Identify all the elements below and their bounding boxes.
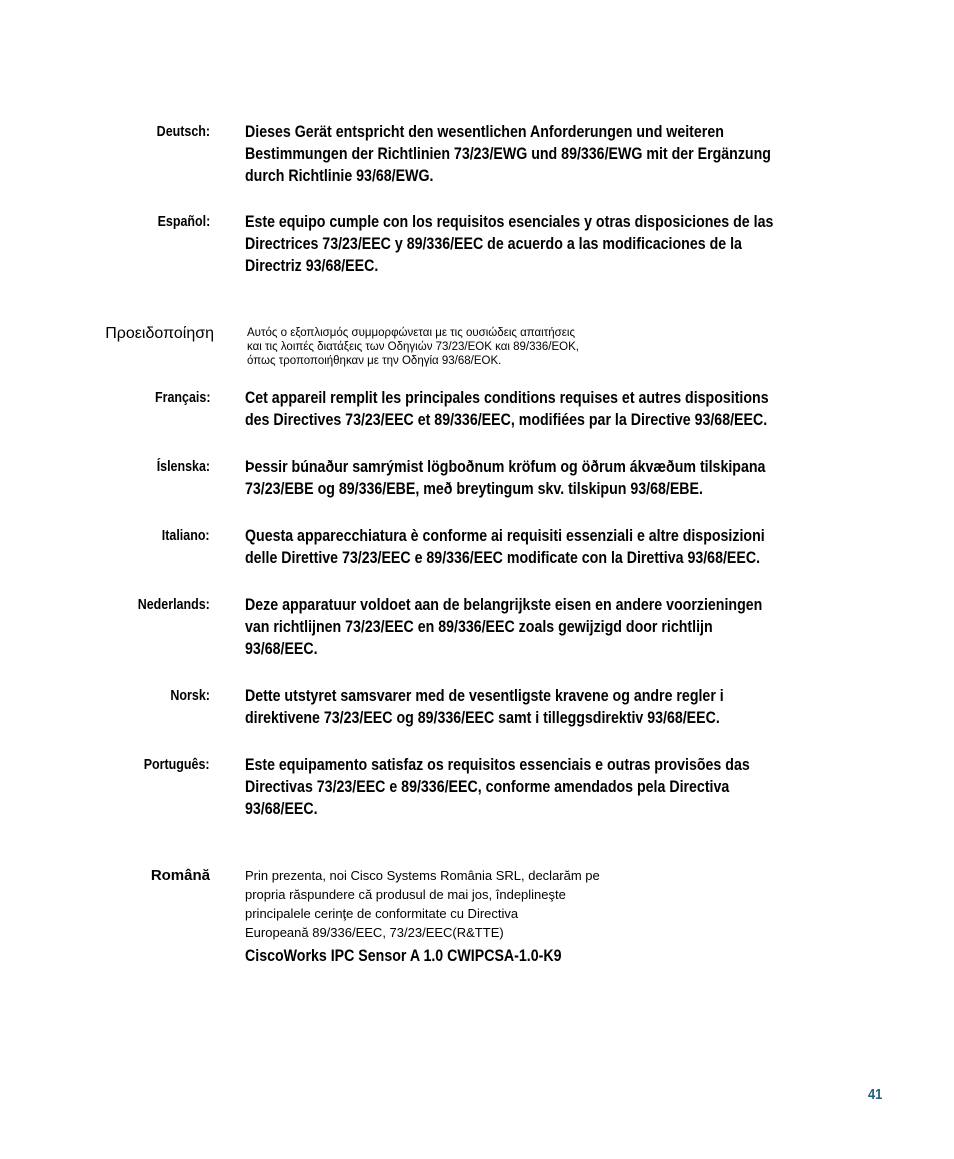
declaration-text: [245, 685, 873, 729]
text-line: des Directives 73/23/EEC et 89/336/EEC, modifiées par la Directive 93/68/EEC.: [245, 411, 768, 429]
text-line: όπως τροποποιήθηκαν με την Οδηγία 93/68/EOK.: [247, 355, 502, 367]
text-line: Directivas 73/23/EEC e 89/336/EEC, conforme amendados pela Directiva: [245, 778, 730, 796]
text-line: Bestimmungen der Richtlinien 73/23/EWG und 89/336/EWG mit der Ergänzung: [245, 145, 771, 163]
declaration-text: [245, 594, 873, 660]
text-line: και τις λοιπές διατάξεις των Οδηγιών 73/23/EOK και 89/336/EOK,: [247, 341, 579, 353]
declaration-text: [245, 866, 600, 942]
text-line: direktivene 73/23/EEC og 89/336/EEC samt i tilleggsdirektiv 93/68/EEC.: [245, 709, 720, 727]
text-line: delle Direttive 73/23/EEC e 89/336/EEC modificate con la Direttiva 93/68/EEC.: [245, 549, 761, 567]
text-line: Deze apparatuur voldoet aan de belangrijkste eisen en andere voorzieningen: [245, 596, 763, 614]
language-label: Italiano:: [162, 528, 210, 544]
text-line: Þessir búnaður samrýmist lögboðnum kröfum og öðrum ákvæðum tilskipana: [245, 458, 766, 476]
declaration-text: [247, 326, 579, 368]
text-line: principalele cerinţe de conformitate cu Directiva: [245, 906, 519, 921]
language-label: Nederlands:: [137, 597, 210, 613]
text-line: 73/23/EBE og 89/336/EBE, með breytingum skv. tilskipun 93/68/EBE.: [245, 480, 703, 498]
language-label: Deutsch:: [156, 124, 210, 140]
language-label: Français:: [154, 390, 210, 406]
declaration-text: [245, 525, 873, 569]
text-line: Este equipo cumple con los requisitos esenciales y otras disposiciones de las: [245, 213, 774, 231]
text-line: Αυτός ο εξοπλισμός συμμορφώνεται με τις ουσιώδεις απαιτήσεις: [247, 327, 575, 339]
declaration-text: [245, 387, 873, 431]
language-label: Προειδοποίηση: [105, 325, 214, 342]
declaration-text: [245, 211, 873, 277]
page-number: 41: [868, 1086, 883, 1103]
text-line: Questa apparecchiatura è conforme ai requisiti essenziali e altre disposizioni: [245, 527, 765, 545]
text-line: Cet appareil remplit les principales conditions requises et autres dispositions: [245, 389, 769, 407]
text-line: Prin prezenta, noi Cisco Systems România SRL, declarăm pe: [245, 868, 600, 883]
text-line: 93/68/EEC.: [245, 800, 318, 818]
text-line: van richtlijnen 73/23/EEC en 89/336/EEC zoals gewijzigd door richtlijn: [245, 618, 713, 636]
language-label: Português:: [144, 757, 210, 773]
text-line: Dette utstyret samsvarer med de vesentligste kravene og andre regler i: [245, 687, 724, 705]
text-line: 93/68/EEC.: [245, 640, 318, 658]
text-line: Directriz 93/68/EEC.: [245, 257, 379, 275]
language-label: Norsk:: [170, 688, 210, 704]
text-line: Este equipamento satisfaz os requisitos essenciais e outras provisões das: [245, 756, 750, 774]
text-line: Dieses Gerät entspricht den wesentlichen Anforderungen und weiteren: [245, 123, 724, 141]
declaration-text: [245, 121, 873, 187]
text-line: Europeană 89/336/EEC, 73/23/EEC(R&TTE): [245, 925, 504, 940]
text-line: Directrices 73/23/EEC y 89/336/EEC de acuerdo a las modificaciones de la: [245, 235, 742, 253]
declaration-text: [245, 456, 873, 500]
language-label: Íslenska:: [156, 459, 210, 475]
text-line: durch Richtlinie 93/68/EWG.: [245, 167, 434, 185]
text-line: propria răspundere că produsul de mai jos, îndeplineşte: [245, 887, 566, 902]
product-line: CiscoWorks IPC Sensor A 1.0 CWIPCSA-1.0-K9: [245, 947, 562, 965]
language-label: Română: [150, 867, 210, 884]
language-label: Español:: [157, 214, 210, 230]
declaration-text: [245, 754, 873, 820]
